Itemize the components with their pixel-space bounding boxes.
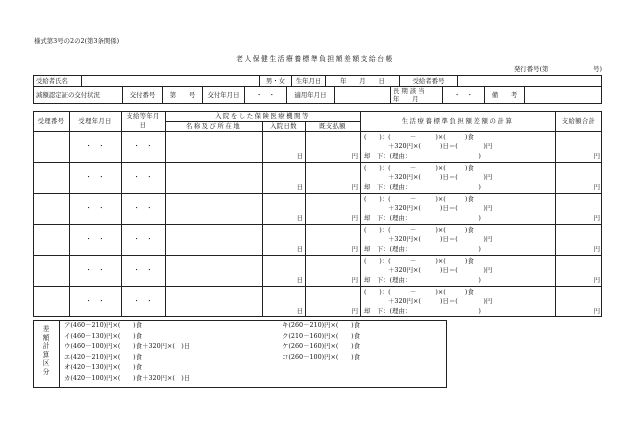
page-title: 老人保健生活療養標準負担額差額支給台帳 xyxy=(236,55,394,63)
header-institution: 入院をした保険医療機関等 xyxy=(215,112,310,121)
payment-total-unit: 円 xyxy=(593,276,600,284)
header-inpatient-days: 入院日数 xyxy=(270,121,297,130)
issue-no-field[interactable]: 第 号 xyxy=(163,87,203,104)
legend-item: エ(420－210)円×( )食 xyxy=(64,352,143,361)
inpatient-days-unit: 日 xyxy=(296,214,303,222)
legend-item: オ(420－130)円×( )食 xyxy=(64,363,143,371)
apply-date-label: 適用年月日 xyxy=(287,87,335,104)
payment-date-field[interactable]: ・ ・ xyxy=(133,235,153,243)
calc-line-2: ＋320円×( )日＝( )円 xyxy=(388,297,493,305)
legend-label: 差額計算区分 xyxy=(42,325,50,376)
calc-line-3: 却 下：(理由： ) xyxy=(364,307,481,315)
inpatient-days-unit: 日 xyxy=(296,245,303,253)
row-divider xyxy=(33,193,602,194)
inpatient-days-unit: 日 xyxy=(296,152,303,160)
paid-amount-unit: 円 xyxy=(351,307,358,315)
calc-line-3: 却 下：(理由： ) xyxy=(364,183,481,191)
calc-line-3: 却 下：(理由： ) xyxy=(364,152,481,160)
calc-line-3: 却 下：(理由： ) xyxy=(364,276,481,284)
legend-item: イ(460－130)円×( )食 xyxy=(64,331,143,340)
paid-amount-unit: 円 xyxy=(351,245,358,253)
row-divider xyxy=(33,255,602,256)
certificate-label: 減額認定証の交付状況 xyxy=(34,87,123,104)
header-payment-total: 支給額合計 xyxy=(561,116,596,125)
receipt-date-field[interactable]: ・ ・ xyxy=(85,204,105,212)
legend-item: ケ(260－160)円×( )食 xyxy=(282,342,361,350)
receipt-date-field[interactable]: ・ ・ xyxy=(85,142,105,150)
sex-field[interactable]: 男・女 xyxy=(260,76,292,87)
legend-item: カ(420－100)円×( )食＋320円×( )日 xyxy=(64,373,191,382)
issue-date-field[interactable]: ・ ・ xyxy=(245,87,287,104)
long-term-cell[interactable] xyxy=(391,87,443,104)
legend-item: ア(460－210)円×( )食 xyxy=(64,321,143,329)
payment-total-unit: 円 xyxy=(593,245,600,253)
payment-total-unit: 円 xyxy=(593,307,600,315)
inpatient-days-unit: 日 xyxy=(296,307,303,315)
calc-line-3: 却 下：(理由： ) xyxy=(364,214,481,222)
header-receipt-date: 受理年月日 xyxy=(78,116,112,125)
calc-line-3: 却 下：(理由： ) xyxy=(364,245,481,253)
long-term-date-field[interactable]: ・ ・ xyxy=(443,87,485,104)
header-institution-name: 名称及び所在地 xyxy=(185,121,242,130)
payment-total-unit: 円 xyxy=(593,214,600,222)
recipient-name-label: 受給者氏名 xyxy=(34,76,82,87)
long-term-ym: 年 月 xyxy=(393,95,419,103)
calc-line-1: ( )：( － )×( )食 xyxy=(364,195,474,203)
issue-date-label: 交付年月日 xyxy=(203,87,245,104)
payment-date-field[interactable]: ・ ・ xyxy=(133,173,153,181)
calc-line-1: ( )：( － )×( )食 xyxy=(364,164,474,172)
row-divider xyxy=(33,162,602,163)
calc-line-1: ( )：( － )×( )食 xyxy=(364,133,474,141)
header-receipt-number: 受理番号 xyxy=(37,116,65,125)
header-divider xyxy=(33,131,602,132)
paid-amount-unit: 円 xyxy=(351,183,358,191)
calc-line-2: ＋320円×( )日＝( )円 xyxy=(388,173,493,181)
remarks-label: 備 考 xyxy=(485,87,525,104)
remarks-field[interactable] xyxy=(525,87,602,104)
payment-date-field[interactable]: ・ ・ xyxy=(133,297,153,305)
certificate-row xyxy=(33,86,602,104)
legend-item: コ(260－100)円×( )食 xyxy=(282,352,361,361)
payment-date-field[interactable]: ・ ・ xyxy=(133,142,153,150)
form-label: 様式第3号の2の2(第3条関係) xyxy=(34,37,120,45)
legend-item: ウ(460－100)円×( )食＋320円×( )日 xyxy=(64,342,191,350)
calc-line-2: ＋320円×( )日＝( )円 xyxy=(388,235,493,243)
apply-date-field[interactable] xyxy=(335,87,391,104)
receipt-date-field[interactable]: ・ ・ xyxy=(85,297,105,305)
dob-field[interactable]: 年 月 日 xyxy=(326,76,400,87)
payment-total-unit: 円 xyxy=(593,183,600,191)
legend-item: ク(210－160)円×( )食 xyxy=(282,331,361,340)
row-divider xyxy=(33,286,602,287)
issue-no-label: 交付番号 xyxy=(123,87,163,104)
calc-line-1: ( )：( － )×( )食 xyxy=(364,288,474,296)
calc-line-2: ＋320円×( )日＝( )円 xyxy=(388,142,493,150)
receipt-date-field[interactable]: ・ ・ xyxy=(85,173,105,181)
recipient-number-label: 受給者番号 xyxy=(400,76,458,87)
inpatient-days-unit: 日 xyxy=(296,276,303,284)
paid-amount-unit: 円 xyxy=(351,152,358,160)
inpatient-days-unit: 日 xyxy=(296,183,303,191)
legend-item: キ(260－210)円×( )食 xyxy=(282,321,361,329)
calc-line-1: ( )：( － )×( )食 xyxy=(364,226,474,234)
row-divider xyxy=(33,224,602,225)
dob-label: 生年月日 xyxy=(292,76,326,87)
receipt-date-field[interactable]: ・ ・ xyxy=(85,266,105,274)
header-calculation: 生活療養標準負担額差額の計算 xyxy=(401,116,514,125)
payment-total-unit: 円 xyxy=(593,152,600,160)
calc-line-1: ( )：( － )×( )食 xyxy=(364,257,474,265)
receipt-date-field[interactable]: ・ ・ xyxy=(85,235,105,243)
paid-amount-unit: 円 xyxy=(351,214,358,222)
header-paid-amount: 既支払額 xyxy=(319,121,346,130)
calc-line-2: ＋320円×( )日＝( )円 xyxy=(388,266,493,274)
issue-number: 発行番号(第 号) xyxy=(513,65,602,73)
calc-line-2: ＋320円×( )日＝( )円 xyxy=(388,204,493,212)
long-term-label: 長期該当 xyxy=(393,87,427,95)
payment-date-field[interactable]: ・ ・ xyxy=(133,204,153,212)
recipient-number-field[interactable] xyxy=(458,76,602,87)
recipient-name-field[interactable] xyxy=(82,76,260,87)
payment-date-field[interactable]: ・ ・ xyxy=(133,266,153,274)
header-payment-date: 支給等年月日 xyxy=(126,112,160,129)
paid-amount-unit: 円 xyxy=(351,276,358,284)
